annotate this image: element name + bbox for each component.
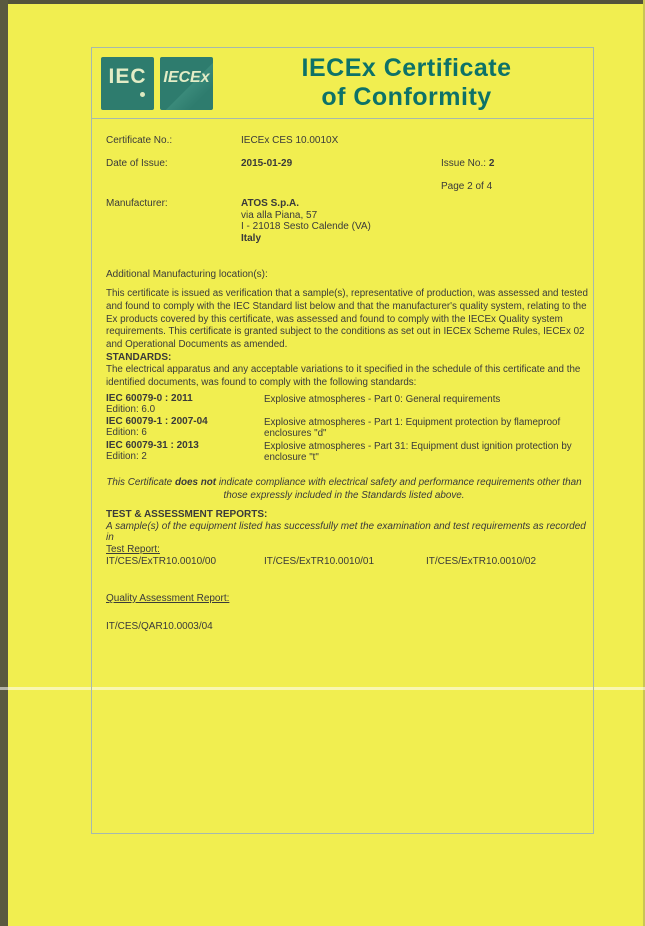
quality-assessment-report-label: Quality Assessment Report: [106,593,230,604]
standard-description: Explosive atmospheres - Part 1: Equipment protection by flameproof enclosures "d" [264,417,561,439]
standards-row [106,440,588,463]
certificate-header [92,48,593,119]
standard-description: Explosive atmospheres - Part 0: General requirements [264,394,501,405]
iec-logo-dot [140,92,145,97]
test-reports-heading: TEST & ASSESSMENT REPORTS: [106,509,268,520]
standard-edition: Edition: 6.0 [106,404,156,415]
iec-logo-text: IEC [108,65,147,88]
issue-no-value: 2 [488,158,495,169]
standard-code: IEC 60079-0 : 2011 [106,393,193,404]
standard-code: IEC 60079-31 : 2013 [106,440,199,451]
disclaimer-post: indicate compliance with electrical safety and performance requirements other than those expressly included in the Standards listed above. [216,477,582,501]
standard-edition: Edition: 6 [106,427,147,438]
iec-logo-icon [101,57,154,110]
standards-heading: STANDARDS: [106,352,172,363]
page-title-line2: of Conformity [321,83,492,111]
page-title [220,54,593,112]
test-reports-intro: A sample(s) of the equipment listed has successfully met the examination and test requirements as recorded in [106,521,586,543]
issue-no [441,158,494,169]
standards-row [106,416,588,439]
standard-code-cell [106,393,264,415]
verification-paragraph: This certificate is issued as verification that a sample(s), representative of production, was assessed and tested and found to comply with the IEC Standard list below and that the manufacturer's quality system, relating to the Ex products covered by this certificate, was assessed and found to comply with the IECEx Quality system requirements. This certificate is granted subject to the conditions as set out in IECEx Scheme Rules, IECEx 02 and Operational Documents as amended. [106,288,588,351]
test-report-numbers [92,556,593,570]
page-title-line1: IECEx Certificate [301,54,512,82]
manufacturer-address-block [241,198,371,244]
disclaimer-pre: This Certificate [106,477,175,488]
standard-edition: Edition: 2 [106,451,147,462]
manufacturer-name: ATOS S.p.A. [241,198,299,209]
iecex-logo-lines [167,80,206,98]
standard-description: Explosive atmospheres - Part 31: Equipment dust ignition protection by enclosure "t" [264,441,572,463]
test-report-number: IT/CES/ExTR10.0010/02 [426,556,537,567]
standards-table [106,393,588,464]
issue-no-label: Issue No.: [441,158,487,169]
standard-code: IEC 60079-1 : 2007-04 [106,416,208,427]
manufacturer-country: Italy [241,232,262,244]
iecex-logo-icon [160,57,213,110]
certificate-no-value: IECEx CES 10.0010X [241,135,339,146]
additional-locations-label: Additional Manufacturing location(s): [106,269,268,280]
iecex-logo-text: IECEx [163,69,210,86]
test-report-number: IT/CES/ExTR10.0010/00 [106,556,217,567]
manufacturer-label: Manufacturer: [106,198,168,209]
disclaimer-emphasis: does not [174,477,217,488]
page-indicator: Page 2 of 4 [441,181,493,192]
test-report-label: Test Report: [106,544,160,555]
certificate-no-label: Certificate No.: [106,135,173,146]
quality-assessment-report-value: IT/CES/QAR10.0003/04 [106,621,213,632]
scan-edge-left [0,0,8,926]
date-of-issue-value: 2015-01-29 [241,158,293,169]
manufacturer-address1: via alla Piana, 57 [241,209,318,221]
test-report-number: IT/CES/ExTR10.0010/01 [264,556,375,567]
disclaimer-note [103,476,585,502]
certificate-frame [91,47,594,834]
standard-code-cell [106,440,264,462]
standard-code-cell [106,416,264,438]
standards-intro: The electrical apparatus and any acceptable variations to it specified in the schedule of this certificate and the identified documents, was found to comply with the following standards: [106,364,581,388]
date-of-issue-label: Date of Issue: [106,158,168,169]
scan-edge-top [0,0,645,4]
standards-row [106,393,588,415]
manufacturer-address2: I - 21018 Sesto Calende (VA) [241,221,371,233]
